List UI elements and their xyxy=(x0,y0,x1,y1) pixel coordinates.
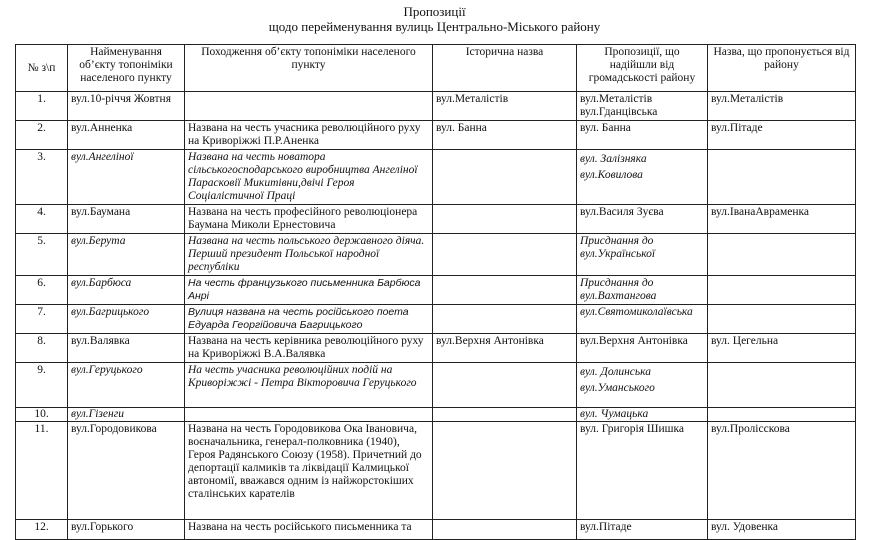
district-proposal: вул.Пітаде xyxy=(708,121,856,150)
row-number: 9. xyxy=(16,363,68,408)
street-origin: Вулиця названа на честь російського поета Едуарда Георгійовича Багрицького xyxy=(185,305,433,334)
document-subtitle: щодо перейменування вулиць Центрально-Міського району xyxy=(268,19,601,34)
district-proposal xyxy=(708,408,856,422)
historical-name xyxy=(433,276,577,305)
historical-name xyxy=(433,234,577,276)
street-origin: Названа на честь керівника революційного руху на Криворіжжі В.А.Валявка xyxy=(185,334,433,363)
header-row xyxy=(16,45,856,92)
street-origin: Названа на честь професійного революціонера Баумана Миколи Ернестовича xyxy=(185,205,433,234)
district-proposal xyxy=(708,276,856,305)
table-row xyxy=(16,334,856,363)
street-name: вул.Ангеліної xyxy=(68,150,185,205)
table-row xyxy=(16,520,856,540)
street-name: вул.10-річчя Жовтня xyxy=(68,92,185,121)
street-name: вул.Барбюса xyxy=(68,276,185,305)
row-number: 10. xyxy=(16,408,68,422)
historical-name: вул. Банна xyxy=(433,121,577,150)
district-proposal xyxy=(708,363,856,408)
public-proposal: вул. Долинська вул.Уманського xyxy=(577,363,708,408)
public-proposal: вул. Залізняка вул.Ковилова xyxy=(577,150,708,205)
district-proposal: вул. Удовенка xyxy=(708,520,856,540)
proposals-table xyxy=(15,44,856,540)
street-name: вул.Геруцького xyxy=(68,363,185,408)
row-number: 6. xyxy=(16,276,68,305)
table-row xyxy=(16,121,856,150)
row-number: 4. xyxy=(16,205,68,234)
public-proposal: вул. Банна xyxy=(577,121,708,150)
street-name: вул.Баумана xyxy=(68,205,185,234)
row-number: 12. xyxy=(16,520,68,540)
table-row xyxy=(16,305,856,334)
row-number: 8. xyxy=(16,334,68,363)
table-row xyxy=(16,150,856,205)
public-proposal: вул.Верхня Антонівка xyxy=(577,334,708,363)
district-proposal xyxy=(708,305,856,334)
historical-name xyxy=(433,305,577,334)
historical-name xyxy=(433,408,577,422)
row-number: 11. xyxy=(16,422,68,520)
historical-name xyxy=(433,205,577,234)
street-origin xyxy=(185,408,433,422)
table-row xyxy=(16,363,856,408)
table-row xyxy=(16,92,856,121)
district-proposal xyxy=(708,234,856,276)
table-row xyxy=(16,408,856,422)
street-name: вул.Городовикова xyxy=(68,422,185,520)
historical-name: вул.Металістів xyxy=(433,92,577,121)
street-origin: На честь французького письменника Барбюса Анрі xyxy=(185,276,433,305)
header-public-proposals: Пропозиції, що надійшли від громадськості району xyxy=(577,45,708,92)
table-row xyxy=(16,422,856,520)
header-district-proposal: Назва, що пропонується від району xyxy=(708,45,856,92)
street-origin: Названа на честь учасника революційного руху на Криворіжжі П.Р.Аненка xyxy=(185,121,433,150)
public-proposal: вул.Святомиколаївська xyxy=(577,305,708,334)
header-number: № з\п xyxy=(16,45,68,92)
header-origin: Походження об’єкту топоніміки населеного пункту xyxy=(185,45,433,92)
street-name: вул.Багрицького xyxy=(68,305,185,334)
historical-name: вул.Верхня Антонівка xyxy=(433,334,577,363)
street-origin: Названа на честь Городовикова Ока Івановича, воєначальника, генерал-полковника (1940), Героя Радянського Союзу (1958). Причетний до депортації калмиків та ліквідації Калмицької автономії, вважався одним із найжорстокіших сталінських карателів xyxy=(185,422,433,520)
district-proposal: вул.Металістів xyxy=(708,92,856,121)
document-title: Пропозиції xyxy=(403,4,466,19)
public-proposal: Присднання до вул.Української xyxy=(577,234,708,276)
historical-name xyxy=(433,520,577,540)
street-origin: Названа на честь польського державного діяча. Перший президент Польської народної республіки xyxy=(185,234,433,276)
street-origin xyxy=(185,92,433,121)
public-proposal: вул.Металістів вул.Гданцівська xyxy=(577,92,708,121)
header-object-name: Найменування об’єкту топоніміки населеного пункту xyxy=(68,45,185,92)
table-row xyxy=(16,205,856,234)
street-name: вул.Валявка xyxy=(68,334,185,363)
historical-name xyxy=(433,422,577,520)
row-number: 1. xyxy=(16,92,68,121)
historical-name xyxy=(433,150,577,205)
row-number: 5. xyxy=(16,234,68,276)
historical-name xyxy=(433,363,577,408)
public-proposal: вул. Чумацька xyxy=(577,408,708,422)
street-name: вул.Гізенги xyxy=(68,408,185,422)
public-proposal: вул.Василя Зуєва xyxy=(577,205,708,234)
street-origin: Названа на честь російського письменника та xyxy=(185,520,433,540)
public-proposal: Присднання до вул.Вахтангова xyxy=(577,276,708,305)
header-historical-name: Історична назва xyxy=(433,45,577,92)
street-origin: Названа на честь новатора сільськогосподарського виробництва Ангеліної Парасковії Микитівни,двічі Героя Соціалістичної Праці xyxy=(185,150,433,205)
street-name: вул.Горького xyxy=(68,520,185,540)
district-proposal: вул. Цегельна xyxy=(708,334,856,363)
public-proposal: вул.Пітаде xyxy=(577,520,708,540)
district-proposal xyxy=(708,150,856,205)
district-proposal: вул.ІванаАвраменка xyxy=(708,205,856,234)
row-number: 3. xyxy=(16,150,68,205)
table-row xyxy=(16,276,856,305)
row-number: 2. xyxy=(16,121,68,150)
table-row xyxy=(16,234,856,276)
street-name: вул.Берута xyxy=(68,234,185,276)
street-origin: На честь учасника революційних подій на Криворіжжі - Петра Вікторовича Геруцького xyxy=(185,363,433,408)
public-proposal: вул. Григорія Шишка xyxy=(577,422,708,520)
row-number: 7. xyxy=(16,305,68,334)
street-name: вул.Анненка xyxy=(68,121,185,150)
district-proposal: вул.Пролісскова xyxy=(708,422,856,520)
